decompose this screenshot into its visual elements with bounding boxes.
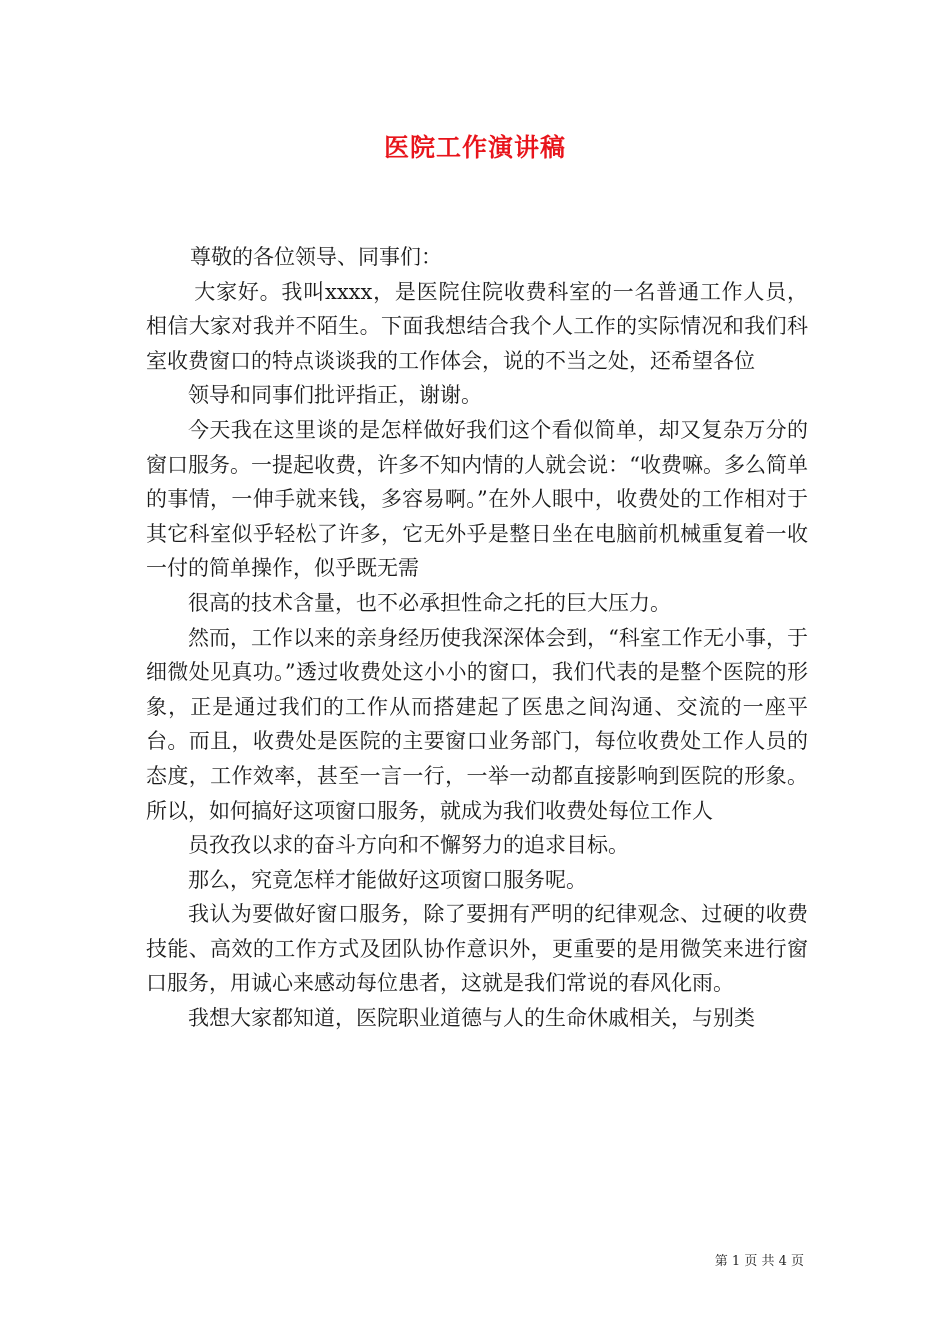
document-title: 医院工作演讲稿 (383, 133, 566, 162)
salutation: 尊敬的各位领导、同事们： (190, 245, 442, 269)
paragraph: 我认为要做好窗口服务，除了要拥有严明的纪律观念、过硬的收费技能、高效的工作方式及团队协作意识外，更重要的是用微笑来进行窗口服务，用诚心来感动每位患者，这就是我们常说的春风化雨。 (146, 902, 808, 996)
page-number-footer: 第 1 页 共 4 页 (714, 1254, 804, 1269)
document-body (146, 240, 808, 1036)
paragraph: 那么，究竟怎样才能做好这项窗口服务呢。 (188, 867, 587, 892)
paragraph: 很高的技术含量，也不必承担性命之托的巨大压力。 (188, 590, 671, 615)
paragraph: 然而，工作以来的亲身经历使我深深体会到，“科室工作无小事，于细微处见真功。”透过收费处这小小的窗口，我们代表的是整个医院的形象，正是通过我们的工作从而搭建起了医患之间沟通、交流的一座平台。而且，收费处是医院的主要窗口业务部门，每位收费处工作人员的态度，工作效率，甚至一言一行，一举一动都直接影响到医院的形象。所以，如何搞好这项窗口服务，就成为我们收费处每位工作人 (146, 625, 808, 823)
paragraph: 领导和同事们批评指正，谢谢。 (188, 383, 482, 408)
paragraph: 我想大家都知道，医院职业道德与人的生命休戚相关，与别类 (188, 1006, 755, 1031)
paragraph: 大家好。我叫xxxx，是医院住院收费科室的一名普通工作人员，相信大家对我并不陌生。下面我想结合我个人工作的实际情况和我们科室收费窗口的特点谈谈我的工作体会，说的不当之处，还希望各位 (146, 279, 808, 373)
paragraph: 今天我在这里谈的是怎样做好我们这个看似简单，却又复杂万分的窗口服务。一提起收费，许多不知内情的人就会说：“收费嘛。多么简单的事情，一伸手就来钱，多容易啊。”在外人眼中，收费处的工作相对于其它科室似乎轻松了许多，它无外乎是整日坐在电脑前机械重复着一收一付的简单操作，似乎既无需 (146, 417, 808, 581)
paragraph: 员孜孜以求的奋斗方向和不懈努力的追求目标。 (188, 833, 629, 858)
